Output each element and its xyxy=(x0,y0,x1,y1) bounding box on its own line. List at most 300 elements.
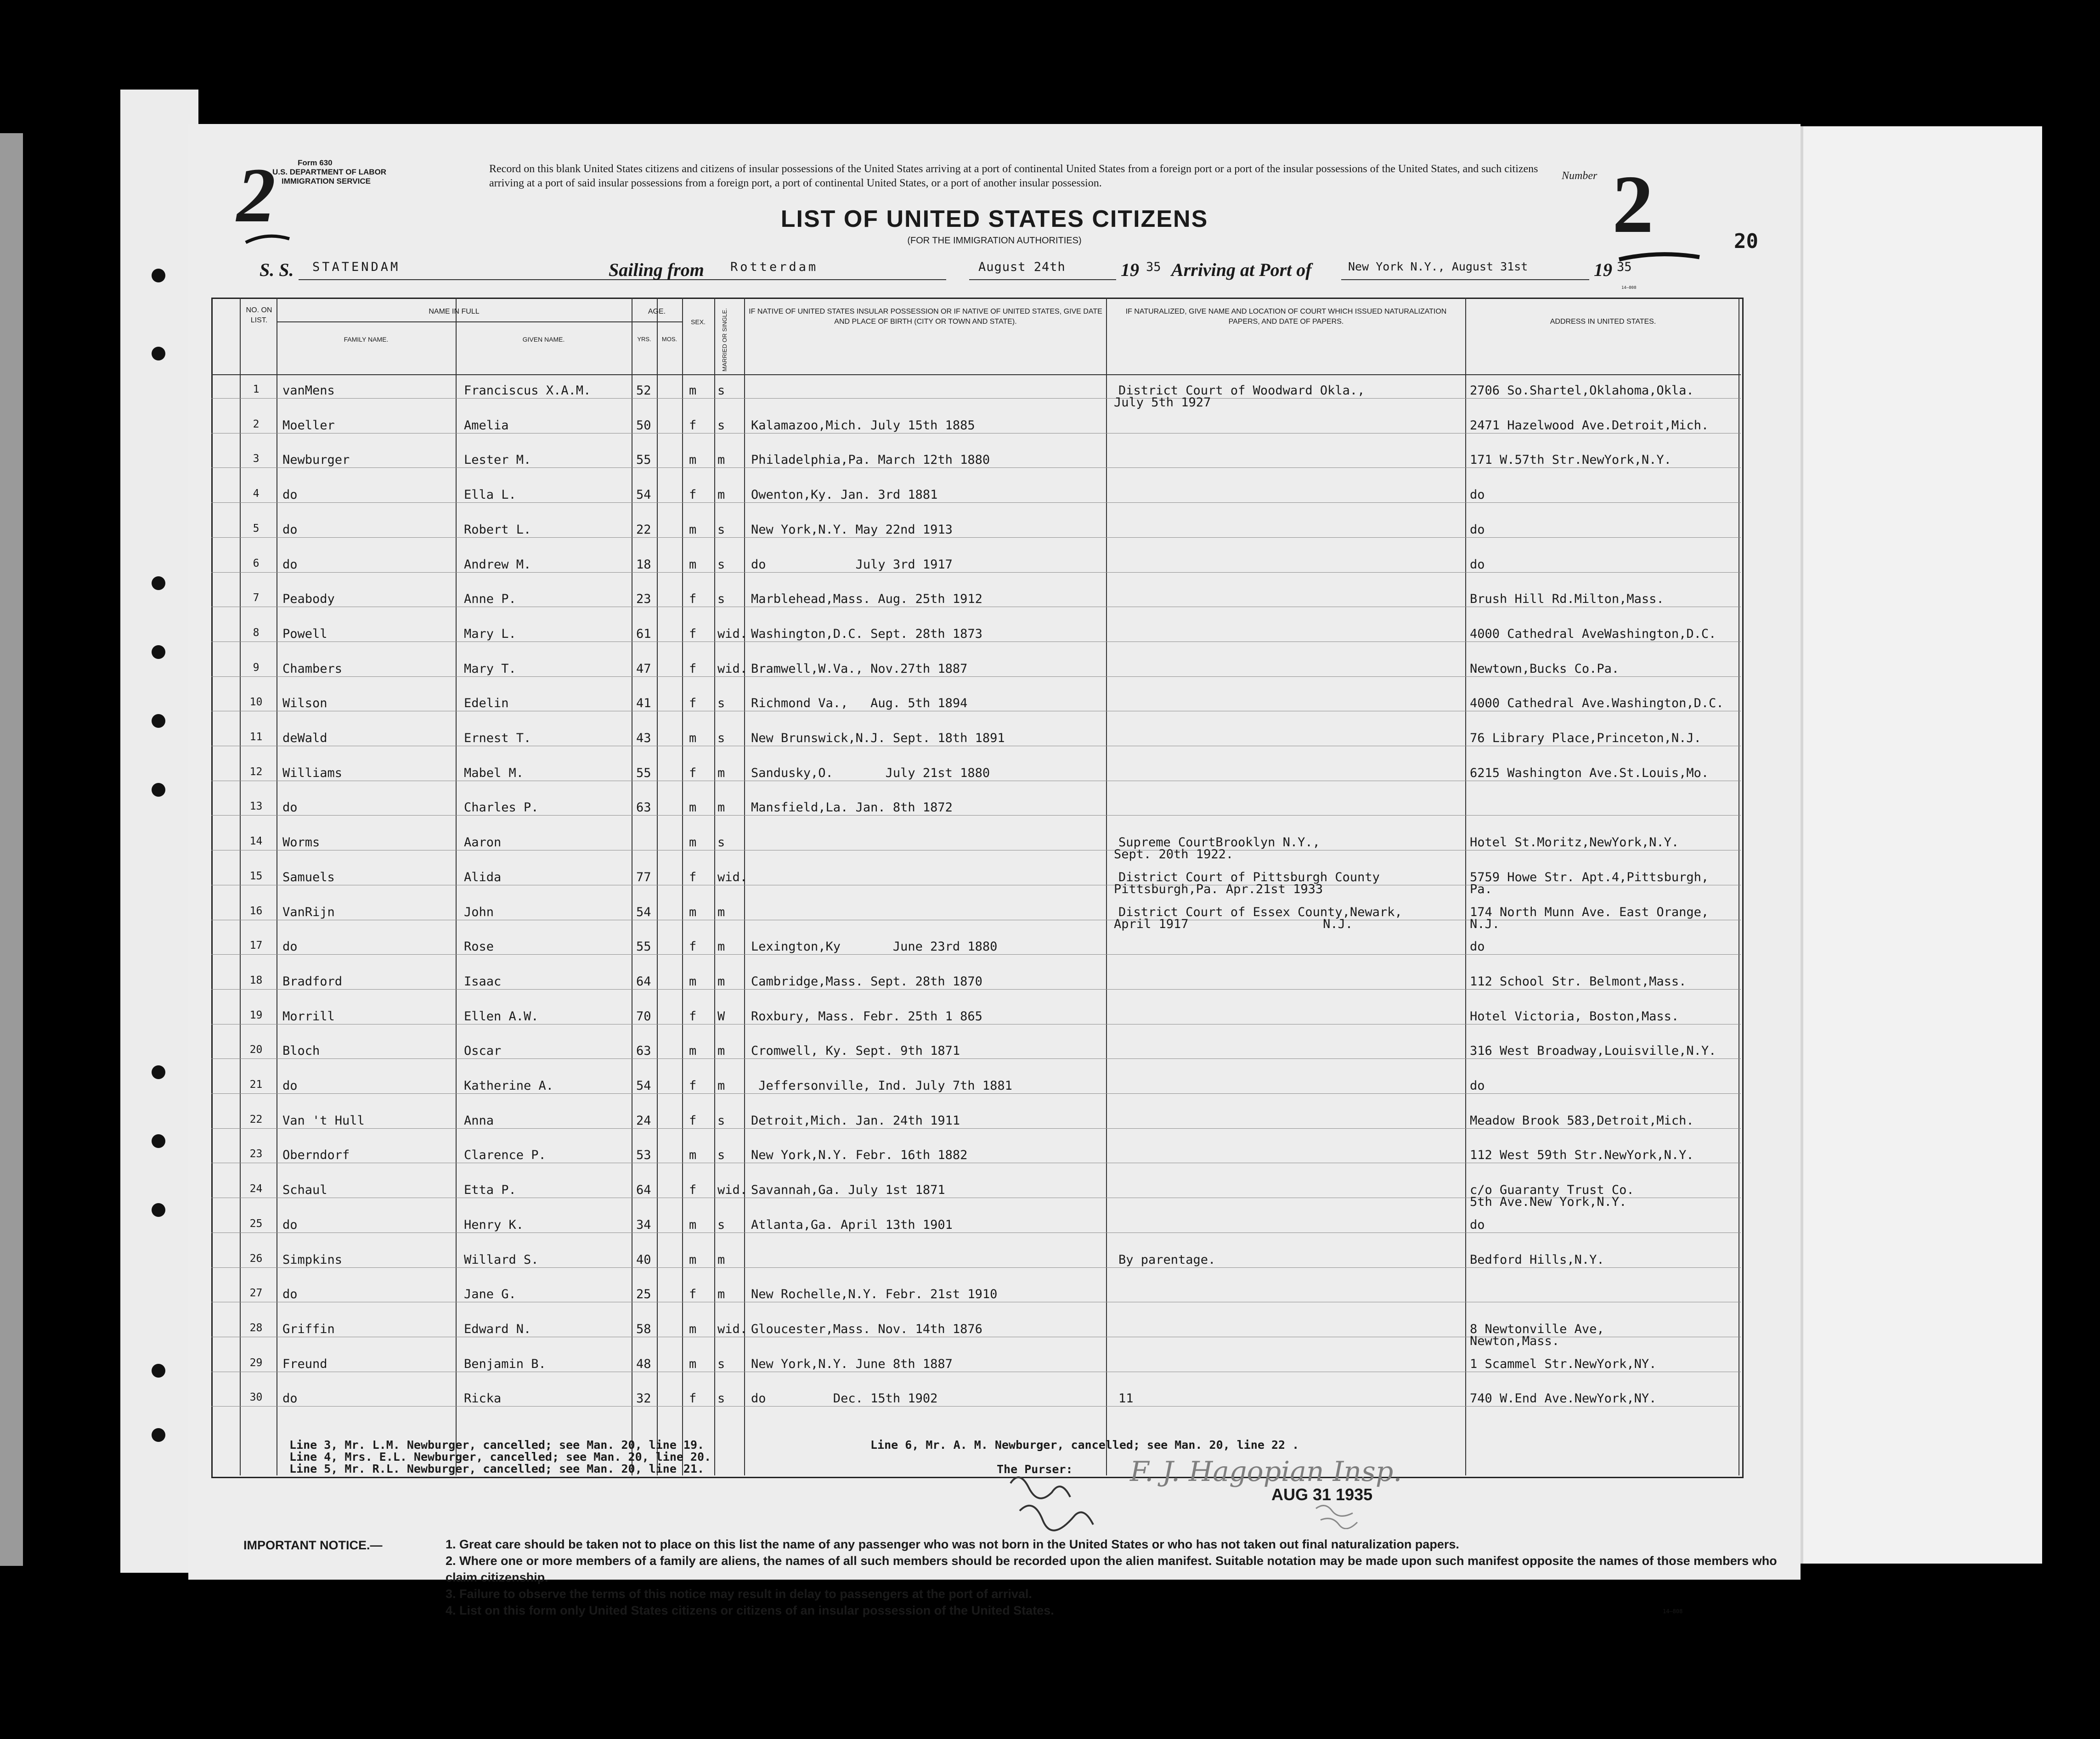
purser-signature xyxy=(1001,1469,1107,1538)
cancellation-note: Line 4, Mrs. E.L. Newburger, cancelled; see Man. 20, line 20. xyxy=(289,1450,711,1463)
row-given: John xyxy=(464,905,494,919)
row-birth: Roxbury, Mass. Febr. 25th 1 865 xyxy=(751,1009,982,1024)
row-no: 16 xyxy=(249,905,263,917)
row-addr: c/o Guaranty Trust Co. xyxy=(1470,1183,1634,1198)
header-sex: SEX. xyxy=(691,318,706,326)
row-nat: July 5th 1927 xyxy=(1114,395,1211,410)
row-family: Moeller xyxy=(282,418,335,433)
row-no: 15 xyxy=(249,870,263,882)
row-yrs: 34 xyxy=(636,1217,651,1232)
row-given: Andrew M. xyxy=(464,557,531,572)
row-family: Powell xyxy=(282,626,327,641)
row-nat: District Court of Essex County,Newark, xyxy=(1118,905,1402,919)
row-addr: Newton,Mass. xyxy=(1470,1334,1560,1348)
row-sex: m xyxy=(689,1252,697,1267)
binder-hole xyxy=(152,714,165,728)
row-no: 24 xyxy=(249,1183,263,1195)
binder-hole xyxy=(152,783,165,797)
row-addr: Pa. xyxy=(1470,882,1492,896)
row-sex: m xyxy=(689,522,697,537)
row-family: Griffin xyxy=(282,1322,335,1336)
row-birth: Cambridge,Mass. Sept. 28th 1870 xyxy=(751,974,982,989)
row-no: 23 xyxy=(249,1148,263,1160)
row-birth: Philadelphia,Pa. March 12th 1880 xyxy=(751,453,990,467)
row-yrs: 55 xyxy=(636,940,651,954)
date-stamp: AUG 31 1935 xyxy=(1271,1485,1373,1504)
row-addr: 740 W.End Ave.NewYork,NY. xyxy=(1470,1391,1657,1406)
row-birth: Bramwell,W.Va., Nov.27th 1887 xyxy=(751,661,968,676)
row-ms: m xyxy=(717,974,725,989)
row-yrs: 32 xyxy=(636,1391,651,1406)
row-birth: Atlanta,Ga. April 13th 1901 xyxy=(751,1217,953,1232)
row-yrs: 54 xyxy=(636,488,651,502)
row-no: 10 xyxy=(249,696,263,709)
row-birth: Lexington,Ky June 23rd 1880 xyxy=(751,940,998,954)
row-sex: f xyxy=(689,661,697,676)
row-no: 20 xyxy=(249,1044,263,1056)
row-birth: New York,N.Y. Febr. 16th 1882 xyxy=(751,1148,968,1163)
col-line xyxy=(682,298,683,1475)
row-yrs: 41 xyxy=(636,696,651,711)
row-sex: f xyxy=(689,626,697,641)
binder-hole xyxy=(152,1065,165,1079)
arrival-year: 35 xyxy=(1617,260,1632,274)
row-yrs: 58 xyxy=(636,1322,651,1336)
row-ms: s xyxy=(717,696,725,711)
arrival-underline xyxy=(1341,279,1589,280)
row-ms: s xyxy=(717,1356,725,1371)
row-addr: do xyxy=(1470,522,1485,537)
row-divider xyxy=(211,502,1741,503)
row-addr: 8 Newtonville Ave, xyxy=(1470,1322,1604,1336)
binder-hole xyxy=(152,576,165,590)
handwritten-number: 2 xyxy=(237,152,276,238)
row-yrs: 55 xyxy=(636,453,651,467)
row-addr: do xyxy=(1470,1217,1485,1232)
row-addr: 4000 Cathedral AveWashington,D.C. xyxy=(1470,626,1716,641)
printer-code: 14—808 xyxy=(1621,286,1637,290)
row-no: 14 xyxy=(249,835,263,848)
row-addr: do xyxy=(1470,488,1485,502)
row-divider xyxy=(211,1406,1741,1407)
row-yrs: 54 xyxy=(636,905,651,919)
row-nat: 11 xyxy=(1118,1391,1134,1406)
row-family: Newburger xyxy=(282,453,350,467)
row-sex: f xyxy=(689,1113,697,1128)
row-sex: f xyxy=(689,592,697,607)
row-yrs: 77 xyxy=(636,870,651,884)
form-number: Form 630 xyxy=(298,158,333,167)
row-birth: Marblehead,Mass. Aug. 25th 1912 xyxy=(751,592,982,607)
service: IMMIGRATION SERVICE xyxy=(282,177,371,186)
row-given: Katherine A. xyxy=(464,1079,554,1093)
row-yrs: 63 xyxy=(636,800,651,815)
row-divider xyxy=(211,815,1741,816)
sailing-label: Sailing from xyxy=(609,259,704,280)
row-yrs: 47 xyxy=(636,661,651,676)
row-sex: f xyxy=(689,488,697,502)
row-ms: s xyxy=(717,1217,725,1232)
row-ms: W xyxy=(717,1009,725,1024)
row-sex: m xyxy=(689,731,697,745)
row-addr: Hotel Victoria, Boston,Mass. xyxy=(1470,1009,1679,1024)
row-birth: Richmond Va., Aug. 5th 1894 xyxy=(751,696,968,711)
row-ms: wid. xyxy=(717,870,748,884)
row-nat: Sept. 20th 1922. xyxy=(1114,847,1234,862)
row-no: 12 xyxy=(249,765,263,778)
row-family: Schaul xyxy=(282,1183,327,1198)
row-sex: f xyxy=(689,418,697,433)
header-no: NO. ON LIST. xyxy=(246,306,272,324)
row-birth: Washington,D.C. Sept. 28th 1873 xyxy=(751,626,982,641)
row-divider xyxy=(211,1058,1741,1059)
header-mos: MOS. xyxy=(661,336,677,343)
row-addr: Hotel St.Moritz,NewYork,N.Y. xyxy=(1470,835,1679,850)
row-addr: 2471 Hazelwood Ave.Detroit,Mich. xyxy=(1470,418,1709,433)
adjacent-page-left xyxy=(0,133,23,1566)
row-given: Clarence P. xyxy=(464,1148,546,1163)
row-family: Wilson xyxy=(282,696,327,711)
row-addr: do xyxy=(1470,940,1485,954)
row-no: 6 xyxy=(253,557,260,569)
row-given: Franciscus X.A.M. xyxy=(464,383,591,398)
row-yrs: 40 xyxy=(636,1252,651,1267)
intro-text: Record on this blank United States citizens and citizens of insular possessions of the United States arriving at a port of continental United States from a foreign port or a port of the insular possessions of the United States, and such citizens arriving at a port of said insular possessions from a foreign port, a port of continental United States, or a port of another insular possession. xyxy=(489,163,1538,189)
list-number: 2 xyxy=(1612,158,1654,250)
row-yrs: 22 xyxy=(636,522,651,537)
row-ms: m xyxy=(717,940,725,954)
row-yrs: 64 xyxy=(636,974,651,989)
row-given: Ella L. xyxy=(464,488,516,502)
row-yrs: 52 xyxy=(636,383,651,398)
row-family: do xyxy=(282,1217,298,1232)
row-family: Bradford xyxy=(282,974,343,989)
row-family: Oberndorf xyxy=(282,1148,350,1163)
row-family: do xyxy=(282,488,298,502)
cancellation-note: Line 5, Mr. R.L. Newburger, cancelled; see Man. 20, line 21. xyxy=(289,1462,705,1475)
row-yrs: 61 xyxy=(636,626,651,641)
row-sex: m xyxy=(689,835,697,850)
header-yrs: YRS. xyxy=(637,336,651,343)
row-ms: s xyxy=(717,592,725,607)
row-sex: m xyxy=(689,453,697,467)
row-given: Charles P. xyxy=(464,800,539,815)
header-age-line xyxy=(632,321,682,322)
binder-hole xyxy=(152,1203,165,1217)
header-given-name: GIVEN NAME. xyxy=(522,336,565,343)
row-sex: m xyxy=(689,974,697,989)
row-ms: s xyxy=(717,1391,725,1406)
row-no: 30 xyxy=(249,1391,263,1404)
row-birth: New Rochelle,N.Y. Febr. 21st 1910 xyxy=(751,1287,998,1302)
row-ms: wid. xyxy=(717,661,748,676)
row-ms: m xyxy=(717,765,725,780)
row-divider xyxy=(211,467,1741,468)
row-birth: Detroit,Mich. Jan. 24th 1911 xyxy=(751,1113,960,1128)
year-prefix: 19 xyxy=(1121,259,1139,280)
row-sex: m xyxy=(689,383,697,398)
row-yrs: 55 xyxy=(636,765,651,780)
header-married: MARRIED OR SINGLE. xyxy=(721,308,728,371)
from-underline xyxy=(717,279,946,280)
row-sex: f xyxy=(689,1079,697,1093)
row-birth: Savannah,Ga. July 1st 1871 xyxy=(751,1183,945,1198)
number-label: Number xyxy=(1562,170,1598,182)
row-addr: 4000 Cathedral Ave.Washington,D.C. xyxy=(1470,696,1724,711)
row-yrs: 24 xyxy=(636,1113,651,1128)
row-ms: s xyxy=(717,1113,725,1128)
row-ms: wid. xyxy=(717,1183,748,1198)
row-given: Henry K. xyxy=(464,1217,524,1232)
row-ms: m xyxy=(717,1079,725,1093)
row-ms: s xyxy=(717,731,725,745)
row-divider xyxy=(211,1267,1741,1268)
row-ms: wid. xyxy=(717,626,748,641)
row-addr: do xyxy=(1470,1079,1485,1093)
row-yrs: 70 xyxy=(636,1009,651,1024)
row-addr: Brush Hill Rd.Milton,Mass. xyxy=(1470,592,1664,607)
row-birth: do July 3rd 1917 xyxy=(751,557,953,572)
col-line xyxy=(714,298,715,1475)
ss-label: S. S. xyxy=(260,259,294,280)
sail-date: August 24th xyxy=(978,260,1066,274)
row-sex: m xyxy=(689,1148,697,1163)
row-no: 19 xyxy=(249,1009,263,1021)
row-no: 2 xyxy=(253,418,260,430)
row-family: Bloch xyxy=(282,1044,320,1058)
row-sex: f xyxy=(689,1183,697,1198)
row-sex: m xyxy=(689,1356,697,1371)
ship-name: STATENDAM xyxy=(312,260,401,274)
row-family: Chambers xyxy=(282,661,343,676)
row-family: VanRijn xyxy=(282,905,335,919)
page-title: LIST OF UNITED STATES CITIZENS xyxy=(780,206,1208,232)
row-family: vanMens xyxy=(282,383,335,398)
row-given: Lester M. xyxy=(464,453,531,467)
header-age: AGE. xyxy=(648,308,666,315)
ship-underline xyxy=(299,279,785,280)
row-family: Williams xyxy=(282,765,343,780)
row-divider xyxy=(211,1232,1741,1233)
purser-label: The Purser: xyxy=(997,1463,1073,1476)
row-sex: f xyxy=(689,696,697,711)
header-bottom-line xyxy=(211,374,1741,375)
row-given: Isaac xyxy=(464,974,502,989)
row-ms: s xyxy=(717,835,725,850)
row-birth: New Brunswick,N.J. Sept. 18th 1891 xyxy=(751,731,1005,745)
row-divider xyxy=(211,989,1741,990)
row-given: Oscar xyxy=(464,1044,502,1058)
row-family: Van 't Hull xyxy=(282,1113,365,1128)
row-addr: Bedford Hills,N.Y. xyxy=(1470,1252,1604,1267)
row-sex: f xyxy=(689,1287,697,1302)
row-addr: 6215 Washington Ave.St.Louis,Mo. xyxy=(1470,765,1709,780)
row-family: Peabody xyxy=(282,592,335,607)
row-no: 21 xyxy=(249,1079,263,1091)
notice-label: IMPORTANT NOTICE.— xyxy=(243,1538,383,1552)
row-sex: m xyxy=(689,905,697,919)
row-nat: April 1917 N.J. xyxy=(1114,917,1353,931)
row-family: deWald xyxy=(282,731,327,745)
row-sex: m xyxy=(689,1044,697,1058)
row-addr: 171 W.57th Str.NewYork,N.Y. xyxy=(1470,453,1671,467)
row-addr: Newtown,Bucks Co.Pa. xyxy=(1470,661,1620,676)
row-birth: Kalamazoo,Mich. July 15th 1885 xyxy=(751,418,975,433)
row-given: Robert L. xyxy=(464,522,531,537)
row-yrs: 18 xyxy=(636,557,651,572)
binder-hole xyxy=(152,645,165,659)
row-no: 28 xyxy=(249,1322,263,1334)
row-no: 18 xyxy=(249,974,263,986)
binder-hole xyxy=(152,1428,165,1442)
row-family: Samuels xyxy=(282,870,335,884)
row-no: 11 xyxy=(249,731,263,743)
row-no: 13 xyxy=(249,800,263,813)
row-addr: 112 West 59th Str.NewYork,N.Y. xyxy=(1470,1148,1694,1163)
row-nat: District Court of Pittsburgh County xyxy=(1118,870,1380,884)
binder-hole xyxy=(152,1364,165,1378)
row-family: Simpkins xyxy=(282,1252,343,1267)
row-ms: s xyxy=(717,383,725,398)
notice-item: 3. Failure to observe the terms of this notice may result in delay to passengers at the port of arrival. xyxy=(446,1587,1032,1601)
cancellation-note: Line 6, Mr. A. M. Newburger, cancelled; see Man. 20, line 22 . xyxy=(870,1438,1299,1452)
adjacent-page-right xyxy=(1801,126,2042,1564)
row-ms: s xyxy=(717,557,725,572)
row-yrs: 23 xyxy=(636,592,651,607)
row-given: Willard S. xyxy=(464,1252,539,1267)
row-divider xyxy=(211,398,1741,399)
row-given: Benjamin B. xyxy=(464,1356,546,1371)
row-yrs: 63 xyxy=(636,1044,651,1058)
row-given: Mabel M. xyxy=(464,765,524,780)
row-family: Worms xyxy=(282,835,320,850)
department: U.S. DEPARTMENT OF LABOR xyxy=(272,168,387,176)
initials-mark xyxy=(1311,1502,1362,1529)
row-addr: N.J. xyxy=(1470,917,1500,931)
row-family: do xyxy=(282,940,298,954)
row-no: 5 xyxy=(253,522,260,535)
row-addr: 5th Ave.New York,N.Y. xyxy=(1470,1195,1627,1210)
row-family: do xyxy=(282,1079,298,1093)
row-divider xyxy=(211,537,1741,538)
row-ms: m xyxy=(717,1287,725,1302)
row-sex: m xyxy=(689,1322,697,1336)
row-ms: s xyxy=(717,418,725,433)
row-ms: wid. xyxy=(717,1322,748,1336)
col-line xyxy=(456,298,457,1475)
row-no: 4 xyxy=(253,488,260,500)
row-sex: f xyxy=(689,1391,697,1406)
binder-strip xyxy=(120,90,198,1573)
row-yrs: 54 xyxy=(636,1079,651,1093)
row-addr: Meadow Brook 583,Detroit,Mich. xyxy=(1470,1113,1694,1128)
row-nat: District Court of Woodward Okla., xyxy=(1118,383,1365,398)
row-family: do xyxy=(282,522,298,537)
row-sex: m xyxy=(689,800,697,815)
form-identifier xyxy=(272,158,386,186)
row-given: Aaron xyxy=(464,835,502,850)
header-birth: IF NATIVE OF UNITED STATES INSULAR POSSESSION OR IF NATIVE OF UNITED STATES, GIVE DATE AND PLACE OF BIRTH (CITY OR TOWN AND STATE). xyxy=(749,308,1102,326)
row-sex: f xyxy=(689,1009,697,1024)
row-ms: m xyxy=(717,1252,725,1267)
row-birth: Owenton,Ky. Jan. 3rd 1881 xyxy=(751,488,938,502)
col-line xyxy=(1106,298,1107,1475)
row-addr: 5759 Howe Str. Apt.4,Pittsburgh, xyxy=(1470,870,1709,884)
notice-item: 1. Great care should be taken not to place on this list the name of any passenger who was not born in the United States or who has not taken out final naturalization papers. xyxy=(446,1537,1459,1551)
header-naturalized: IF NATURALIZED, GIVE NAME AND LOCATION OF COURT WHICH ISSUED NATURALIZATION PAPERS, AND DATE OF PAPERS. xyxy=(1125,308,1447,326)
row-family: do xyxy=(282,800,298,815)
row-nat: Pittsburgh,Pa. Apr.21st 1933 xyxy=(1114,882,1323,896)
row-divider xyxy=(211,954,1741,955)
header-name-in-full: NAME IN FULL xyxy=(429,308,480,315)
row-given: Ellen A.W. xyxy=(464,1009,539,1024)
row-given: Ernest T. xyxy=(464,731,531,745)
row-birth: Gloucester,Mass. Nov. 14th 1876 xyxy=(751,1322,982,1336)
date-underline xyxy=(969,279,1116,280)
row-addr: 316 West Broadway,Louisville,N.Y. xyxy=(1470,1044,1716,1058)
row-addr: 76 Library Place,Princeton,N.J. xyxy=(1470,731,1701,745)
arrival-port-date: New York N.Y., August 31st xyxy=(1348,260,1528,273)
arrival-year-prefix: 19 xyxy=(1594,259,1612,280)
row-divider xyxy=(211,572,1741,573)
row-given: Edward N. xyxy=(464,1322,531,1336)
row-ms: m xyxy=(717,488,725,502)
row-birth: Jeffersonville, Ind. July 7th 1881 xyxy=(751,1079,1012,1093)
row-addr: 112 School Str. Belmont,Mass. xyxy=(1470,974,1687,989)
row-sex: m xyxy=(689,1217,697,1232)
row-yrs: 48 xyxy=(636,1356,651,1371)
row-given: Mary L. xyxy=(464,626,516,641)
row-addr: 2706 So.Shartel,Oklahoma,Okla. xyxy=(1470,383,1694,398)
manifest-sheet xyxy=(188,124,1801,1617)
sail-year: 35 xyxy=(1146,260,1161,274)
row-yrs: 53 xyxy=(636,1148,651,1163)
row-yrs: 25 xyxy=(636,1287,651,1302)
page-number: 20 xyxy=(1734,230,1758,253)
row-sex: m xyxy=(689,557,697,572)
row-given: Ricka xyxy=(464,1391,502,1406)
binder-hole xyxy=(152,269,165,282)
row-family: Morrill xyxy=(282,1009,335,1024)
row-divider xyxy=(211,1128,1741,1129)
row-given: Etta P. xyxy=(464,1183,516,1198)
row-birth: New York,N.Y. June 8th 1887 xyxy=(751,1356,953,1371)
notice-code: 14—808 xyxy=(1663,1608,1683,1615)
row-sex: f xyxy=(689,870,697,884)
row-no: 3 xyxy=(253,453,260,465)
row-nat: By parentage. xyxy=(1118,1252,1216,1267)
col-line xyxy=(240,298,241,1475)
row-given: Anne P. xyxy=(464,592,516,607)
row-sex: f xyxy=(689,940,697,954)
row-yrs: 43 xyxy=(636,731,651,745)
row-given: Edelin xyxy=(464,696,509,711)
row-no: 27 xyxy=(249,1287,263,1300)
cancellation-note: Line 3, Mr. L.M. Newburger, cancelled; see Man. 20, line 19. xyxy=(289,1438,705,1452)
row-no: 26 xyxy=(249,1252,263,1265)
row-addr: 1 Scammel Str.NewYork,NY. xyxy=(1470,1356,1657,1371)
arriving-label: Arriving at Port of xyxy=(1171,259,1312,280)
col-line xyxy=(1465,298,1466,1475)
row-family: Freund xyxy=(282,1356,327,1371)
notice-item: 4. List on this form only United States citizens or citizens of an insular possession of the United States. xyxy=(446,1604,1054,1617)
row-given: Alida xyxy=(464,870,502,884)
row-no: 17 xyxy=(249,940,263,952)
header-address: ADDRESS IN UNITED STATES. xyxy=(1550,318,1656,326)
row-given: Rose xyxy=(464,940,494,954)
row-ms: s xyxy=(717,1148,725,1163)
row-given: Anna xyxy=(464,1113,494,1128)
